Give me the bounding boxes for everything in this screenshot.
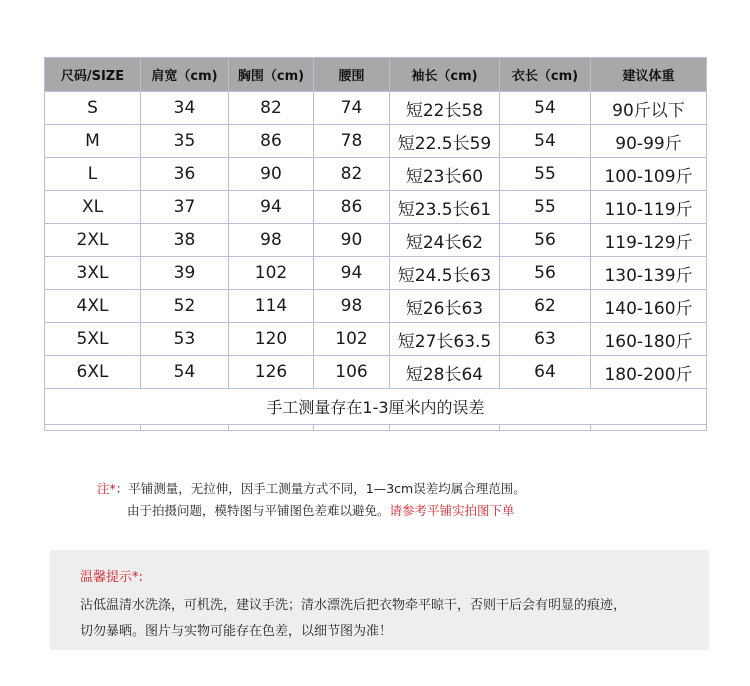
cell-length: 55 [500, 191, 591, 224]
cell-shoulder: 36 [141, 158, 229, 191]
cell-length: 54 [500, 92, 591, 125]
cell-length: 56 [500, 224, 591, 257]
cell-weight: 180-200斤 [591, 356, 707, 389]
cell-sleeve: 短22长58 [390, 92, 500, 125]
header-chest: 胸围（cm) [229, 58, 314, 92]
cell-length: 55 [500, 158, 591, 191]
cell-sleeve: 短23长60 [390, 158, 500, 191]
cell-length: 56 [500, 257, 591, 290]
header-sleeve: 袖长（cm) [390, 58, 500, 92]
cell-waist: 86 [314, 191, 390, 224]
care-tips-title: 温馨提示*: [80, 570, 143, 585]
cell-size: M [45, 125, 141, 158]
table-header-row [45, 58, 707, 92]
notice-line-1 [97, 478, 526, 500]
header-waist: 腰围 [314, 58, 390, 92]
cell-waist: 74 [314, 92, 390, 125]
cell-size: 6XL [45, 356, 141, 389]
table-row [45, 92, 707, 125]
cell-length: 63 [500, 323, 591, 356]
cell-waist: 90 [314, 224, 390, 257]
table-row [45, 191, 707, 224]
care-tips-line-1: 沾低温清水洗涤，可机洗，建议手洗；清水漂洗后把衣物牵平晾干，否则干后会有明显的痕迹， [80, 598, 627, 613]
table-footer-spacer [45, 425, 707, 431]
cell-waist: 94 [314, 257, 390, 290]
cell-waist: 106 [314, 356, 390, 389]
measurement-notice [97, 478, 526, 522]
cell-weight: 119-129斤 [591, 224, 707, 257]
cell-chest: 126 [229, 356, 314, 389]
care-tips-line-2: 切勿暴晒。图片与实物可能存在色差，以细节图为准！ [80, 624, 393, 639]
measurement-error-note: 手工测量存在1-3厘米内的误差 [45, 389, 707, 425]
cell-sleeve: 短27长63.5 [390, 323, 500, 356]
cell-size: 3XL [45, 257, 141, 290]
cell-sleeve: 短26长63 [390, 290, 500, 323]
cell-weight: 100-109斤 [591, 158, 707, 191]
notice-text-2-highlight: 请参考平铺实拍图下单 [389, 503, 515, 518]
cell-size: S [45, 92, 141, 125]
cell-size: 2XL [45, 224, 141, 257]
cell-sleeve: 短28长64 [390, 356, 500, 389]
cell-length: 54 [500, 125, 591, 158]
header-length: 衣长（cm) [500, 58, 591, 92]
notice-text-1: ：平铺测量，无拉伸，因手工测量方式不同，1—3cm误差均属合理范围。 [115, 481, 526, 496]
care-tips-panel [50, 550, 709, 650]
cell-sleeve: 短24.5长63 [390, 257, 500, 290]
table-row [45, 158, 707, 191]
notice-text-2: 由于拍摄问题，模特图与平铺图色差难以避免。 [127, 503, 390, 518]
cell-size: 4XL [45, 290, 141, 323]
cell-chest: 82 [229, 92, 314, 125]
cell-sleeve: 短24长62 [390, 224, 500, 257]
cell-chest: 120 [229, 323, 314, 356]
table-row [45, 356, 707, 389]
cell-chest: 102 [229, 257, 314, 290]
cell-weight: 90斤以下 [591, 92, 707, 125]
cell-waist: 102 [314, 323, 390, 356]
cell-chest: 98 [229, 224, 314, 257]
notice-line-2 [97, 500, 526, 522]
cell-weight: 110-119斤 [591, 191, 707, 224]
cell-weight: 130-139斤 [591, 257, 707, 290]
table-footer-row [45, 389, 707, 425]
cell-sleeve: 短23.5长61 [390, 191, 500, 224]
cell-shoulder: 52 [141, 290, 229, 323]
notice-label: 注* [97, 481, 116, 496]
cell-sleeve: 短22.5长59 [390, 125, 500, 158]
table-row [45, 323, 707, 356]
cell-chest: 94 [229, 191, 314, 224]
cell-size: 5XL [45, 323, 141, 356]
header-shoulder: 肩宽（cm) [141, 58, 229, 92]
header-weight: 建议体重 [591, 58, 707, 92]
cell-length: 64 [500, 356, 591, 389]
cell-chest: 90 [229, 158, 314, 191]
cell-shoulder: 39 [141, 257, 229, 290]
cell-shoulder: 38 [141, 224, 229, 257]
cell-length: 62 [500, 290, 591, 323]
cell-waist: 78 [314, 125, 390, 158]
cell-weight: 160-180斤 [591, 323, 707, 356]
table-row [45, 290, 707, 323]
cell-waist: 98 [314, 290, 390, 323]
header-size: 尺码/SIZE [45, 58, 141, 92]
cell-chest: 114 [229, 290, 314, 323]
cell-shoulder: 35 [141, 125, 229, 158]
cell-shoulder: 34 [141, 92, 229, 125]
table-row [45, 257, 707, 290]
cell-waist: 82 [314, 158, 390, 191]
cell-shoulder: 54 [141, 356, 229, 389]
cell-size: L [45, 158, 141, 191]
size-chart-table [44, 57, 707, 431]
cell-weight: 140-160斤 [591, 290, 707, 323]
table-row [45, 224, 707, 257]
table-row [45, 125, 707, 158]
cell-shoulder: 37 [141, 191, 229, 224]
cell-size: XL [45, 191, 141, 224]
cell-weight: 90-99斤 [591, 125, 707, 158]
cell-shoulder: 53 [141, 323, 229, 356]
cell-chest: 86 [229, 125, 314, 158]
